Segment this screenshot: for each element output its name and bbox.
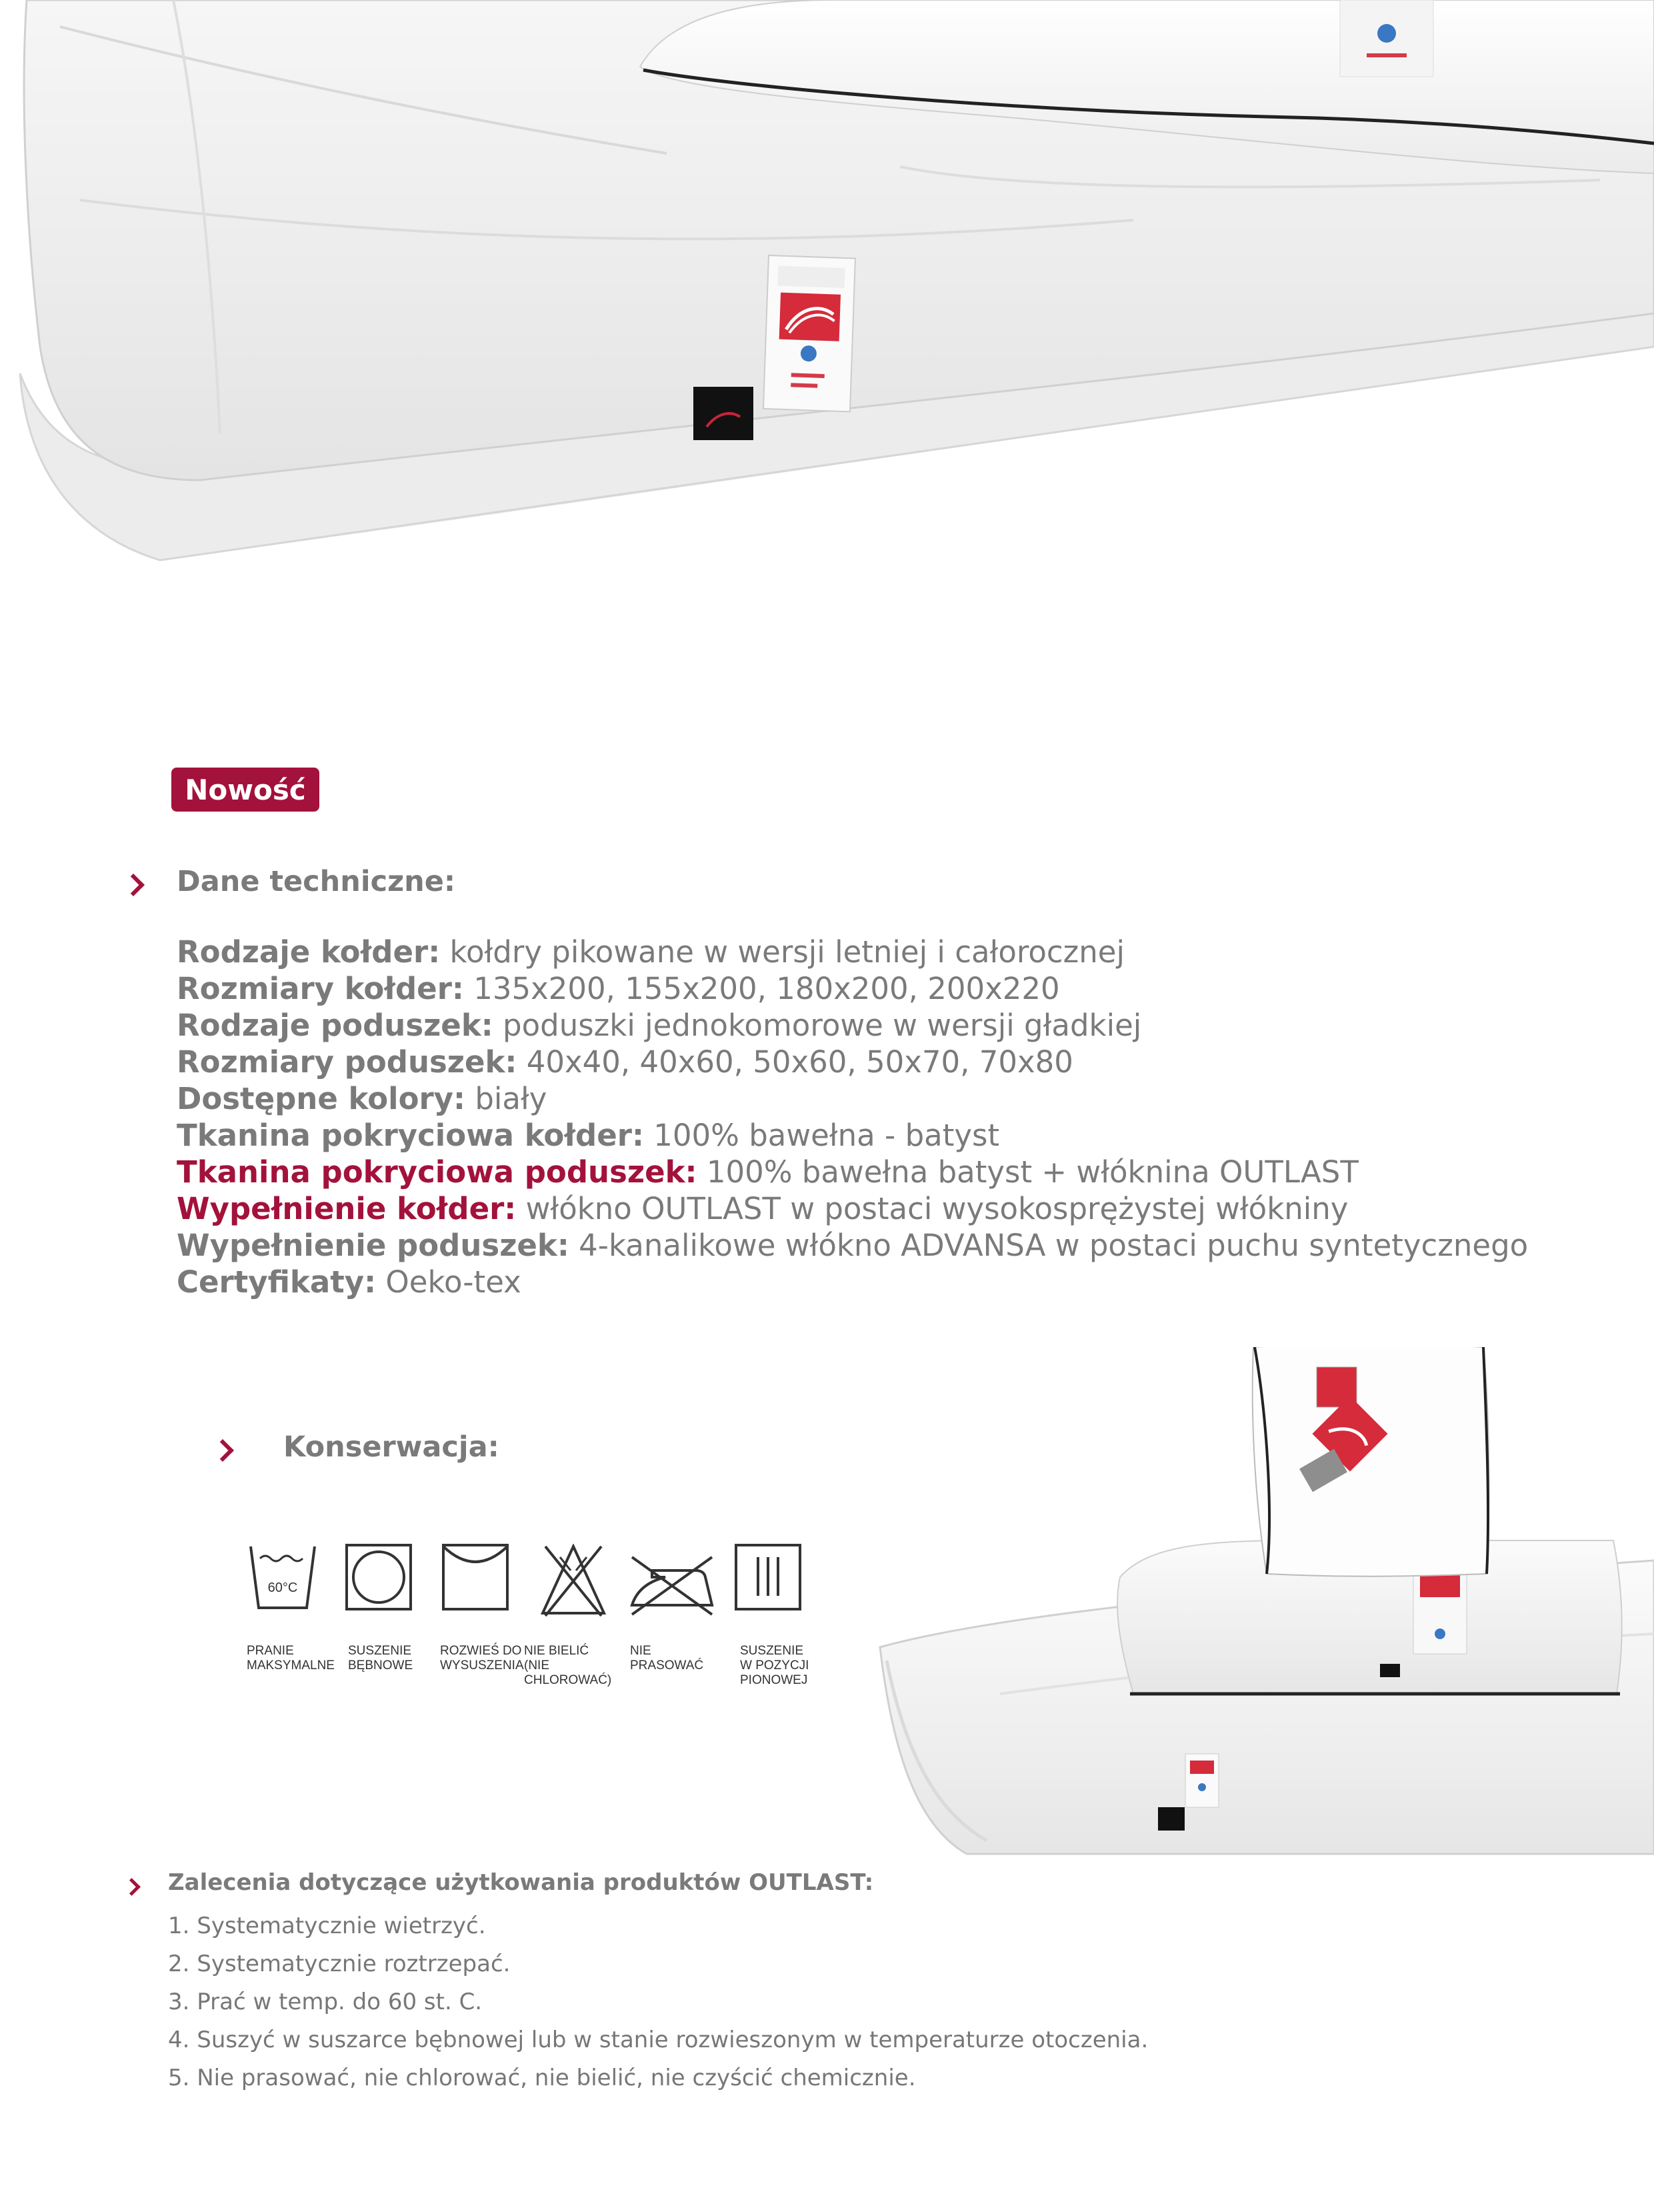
list-item: 5. Nie prasować, nie chlorować, nie bielić, nie czyścić chemicznie. [168,2065,916,2091]
spec-row [177,1227,1577,1264]
spec-row [177,1044,1577,1080]
spec-value: 100% bawełna - batyst [643,1118,1000,1153]
spec-row [177,1007,1577,1044]
spec-row [177,970,1577,1007]
new-badge: Nowość [171,768,319,812]
spec-row [177,1080,1577,1117]
pillows-photo [867,1347,1654,1881]
care-label: SUSZENIE W POZYCJI PIONOWEJ [740,1644,809,1687]
spec-value: 40x40, 40x60, 50x60, 50x70, 70x80 [517,1044,1073,1080]
tumble-dry-icon [345,1544,412,1613]
care-label: SUSZENIE BĘBNOWE [348,1644,413,1673]
spec-label: Tkanina pokryciowa poduszek: [177,1154,697,1190]
spec-label: Dostępne kolory: [177,1081,466,1116]
line-dry-icon [442,1544,509,1613]
recommendations-list [168,1907,1301,2097]
no-bleach-icon [540,1544,607,1620]
spec-label: Rodzaje poduszek: [177,1008,493,1043]
spec-value: 100% bawełna batyst + włóknina OUTLAST [697,1154,1359,1190]
spec-label: Wypełnienie poduszek: [177,1228,569,1263]
technical-specs [177,934,1577,1300]
wash-60-icon [249,1544,316,1613]
chevron-right-icon [122,874,145,896]
chevron-right-icon [211,1439,234,1462]
list-item: 1. Systematycznie wietrzyć. [168,1913,486,1939]
care-heading: Konserwacja: [283,1430,499,1464]
recommendations-heading: Zalecenia dotyczące użytkowania produktów OUTLAST: [168,1869,874,1896]
spec-value: 4-kanalikowe włókno ADVANSA w postaci puchu syntetycznego [569,1228,1529,1263]
wash-temperature: 60°C [267,1580,298,1595]
list-item: 4. Suszyć w suszarce bębnowej lub w stanie rozwieszonym w temperaturze otoczenia. [168,2027,1149,2053]
spec-row [177,934,1577,970]
spec-label: Certyfikaty: [177,1264,377,1300]
spec-value: włókno OUTLAST w postaci wysokosprężystej włókniny [516,1191,1349,1226]
spec-label: Rozmiary poduszek: [177,1044,517,1080]
drip-dry-icon [735,1544,801,1613]
care-label: PRANIE MAKSYMALNE [247,1644,335,1673]
care-label: ROZWIEŚ DO WYSUSZENIA [440,1644,524,1673]
care-symbols [247,1544,847,1704]
technical-heading: Dane techniczne: [177,865,456,898]
spec-value: kołdry pikowane w wersji letniej i całorocznej [440,934,1125,970]
list-item: 2. Systematycznie roztrzepać. [168,1951,511,1977]
spec-value: poduszki jednokomorowe w wersji gładkiej [493,1008,1142,1043]
duvet-photo [0,0,1654,634]
care-label: NIE BIELIĆ (NIE CHLOROWAĆ) [524,1644,612,1687]
spec-value: Oeko-tex [376,1264,521,1300]
spec-label: Wypełnienie kołder: [177,1191,517,1226]
list-item: 3. Prać w temp. do 60 st. C. [168,1989,483,2015]
spec-row [177,1190,1577,1227]
care-label: NIE PRASOWAĆ [630,1644,704,1673]
spec-value: 135x200, 155x200, 180x200, 200x220 [463,971,1060,1006]
spec-label: Tkanina pokryciowa kołder: [177,1118,644,1153]
spec-row [177,1117,1577,1154]
spec-label: Rodzaje kołder: [177,934,441,970]
chevron-right-icon [123,1878,141,1896]
spec-label: Rozmiary kołder: [177,971,464,1006]
no-iron-icon [625,1550,719,1620]
spec-row [177,1264,1577,1300]
spec-row [177,1154,1577,1190]
spec-value: biały [465,1081,547,1116]
